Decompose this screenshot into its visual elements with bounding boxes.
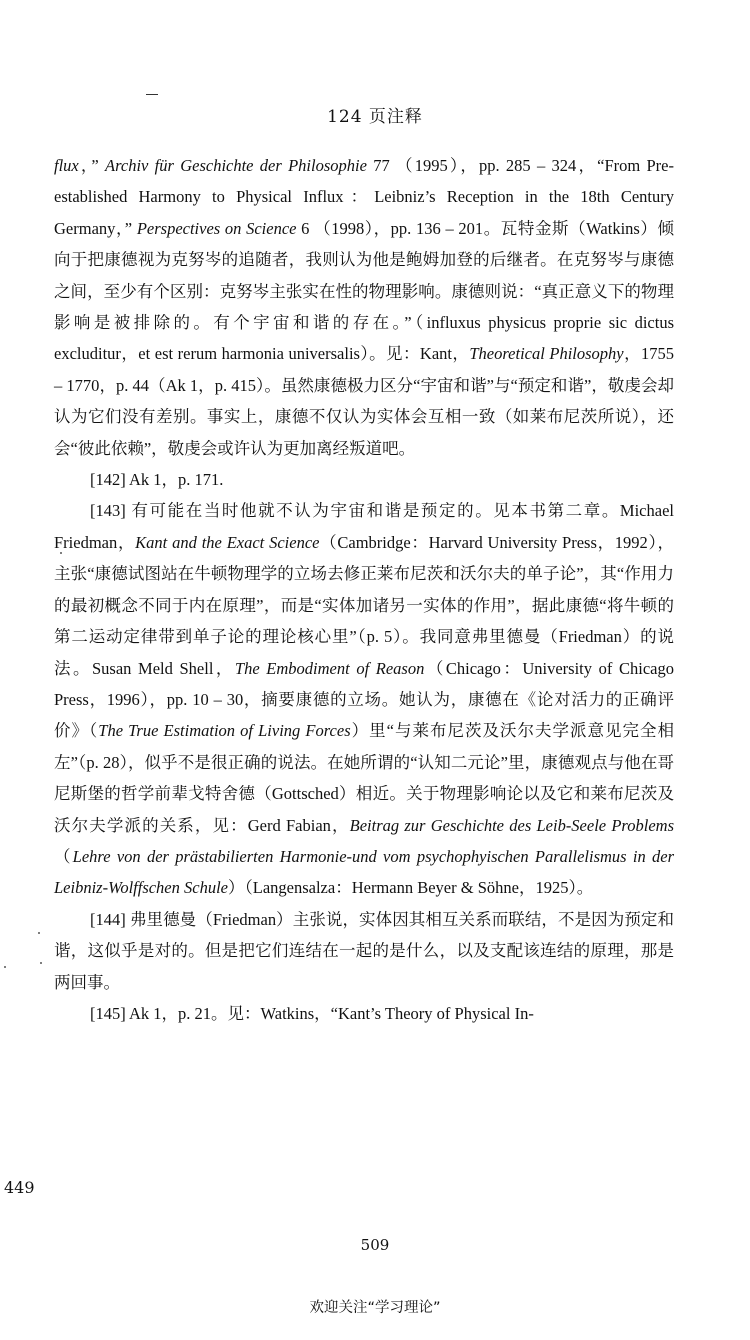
italic-title: The Embodiment of Reason — [234, 658, 425, 678]
page-number: 509 — [360, 1236, 390, 1254]
header-rule — [146, 94, 158, 95]
text-run: 6 （1998），pp. 136 – 201。瓦特金斯（Watkins）倾向于把康德视为克努岑的追随者，我则认为他是鲍姆加登的后继者。在克努岑与康德之间，至少有个区别：克努岑主张实在性的物理影响。康德则说：“真正意义下的物理影响是被排除的。有个宇宙和谐的存在。”（influxus physicus proprie sic dictus excluditur，et est rerum harmonia universalis）。见：Kant， — [54, 218, 674, 364]
text-run: （ — [54, 846, 73, 866]
text-run: 77 （1995），pp. 285 – 324，“From Pre-established Harmony to Physical Influx：Leibniz’s Reception in the 18th Century Germany，” — [54, 156, 674, 238]
text-run: （Chicago：University of Chicago Press，1996），pp. 10 – 30，摘要康德的立场。她认为，康德在《论对活力的正确评价》（ — [54, 658, 674, 741]
text-run: [145] Ak 1，p. 21。见：Watkins，“Kant’s Theory of Physical In- — [90, 1003, 534, 1023]
text-run: [142] Ak 1，p. 171. — [90, 470, 224, 490]
text-run: ，1755 – 1770，p. 44（Ak 1，p. 415）。虽然康德极力区分“宇宙和谐”与“预定和谐”，敬虔会却认为它们没有差别。事实上，康德不仅认为实体会互相一致（如莱布尼茨所说），还会“彼此依赖”，敬虔会或许认为更加离经叛道吧。 — [54, 344, 675, 458]
italic-title: flux — [54, 156, 79, 175]
note-145 — [54, 998, 674, 1029]
text-run: [143] 有可能在当时他就不认为宇宙和谐是预定的。见本书第二章。Michael Friedman， — [54, 501, 674, 552]
note-142 — [54, 464, 674, 495]
text-run: ）里“与莱布尼茨及沃尔夫学派意见完全相左”（p. 28），似乎不是很正确的说法。在她所谓的“认知二元论”里，康德观点与他在哥尼斯堡的哲学前辈戈特舍德（Gottsched）相近。关于物理影响论以及它和莱布尼茨及沃尔夫学派的关系，见：Gerd Fabian， — [54, 721, 674, 835]
notes-body — [54, 150, 674, 1029]
note-143 — [54, 495, 674, 903]
italic-title: Archiv für Geschichte der Philosophie — [104, 156, 367, 175]
page-header: 124 页注释 — [327, 107, 423, 127]
italic-title: The True Estimation of Living Forces — [98, 721, 351, 741]
footer-text: 欢迎关注“学习理论” — [309, 1300, 441, 1316]
text-run: [144] 弗里德曼（Friedman）主张说，实体因其相互关系而联结，不是因为预定和谐，这似乎是对的。但是把它们连结在一起的是什么，以及支配该连结的原理，那是两回事。 — [54, 909, 674, 992]
text-run: ）（Langensalza：Hermann Beyer & Söhne，1925）。 — [228, 878, 594, 898]
scan-speck — [40, 962, 42, 964]
italic-title: Kant and the Exact Science — [135, 532, 320, 552]
italic-title: Theoretical Philosophy — [469, 344, 624, 364]
paragraph-continuation — [54, 150, 674, 464]
scan-speck — [60, 552, 62, 554]
italic-title: Beitrag zur Geschichte des Leib-Seele Problems — [349, 815, 674, 835]
scan-speck — [38, 932, 40, 934]
margin-page-number: 449 — [4, 1178, 35, 1197]
italic-title: Perspectives on Science — [136, 218, 297, 238]
text-run: （Cambridge：Harvard University Press，1992），主张“康德试图站在牛顿物理学的立场去修正莱布尼茨和沃尔夫的单子论”，其“作用力的最初概念不同于内在原理”，而是“实体加诸另一实体的作用”，据此康德“将牛顿的第二运动定律带到单子论的理论核心里”（p. 5）。我同意弗里德曼（Friedman）的说法。Susan Meld Shell， — [54, 532, 674, 678]
scan-speck — [4, 966, 6, 968]
italic-title: Lehre von der prästabilierten Harmonie-und vom psychophyischen Parallelismus in der Leibniz-Wolffschen Schule — [54, 846, 675, 898]
text-run: ，” — [78, 156, 105, 175]
note-144 — [54, 904, 674, 998]
